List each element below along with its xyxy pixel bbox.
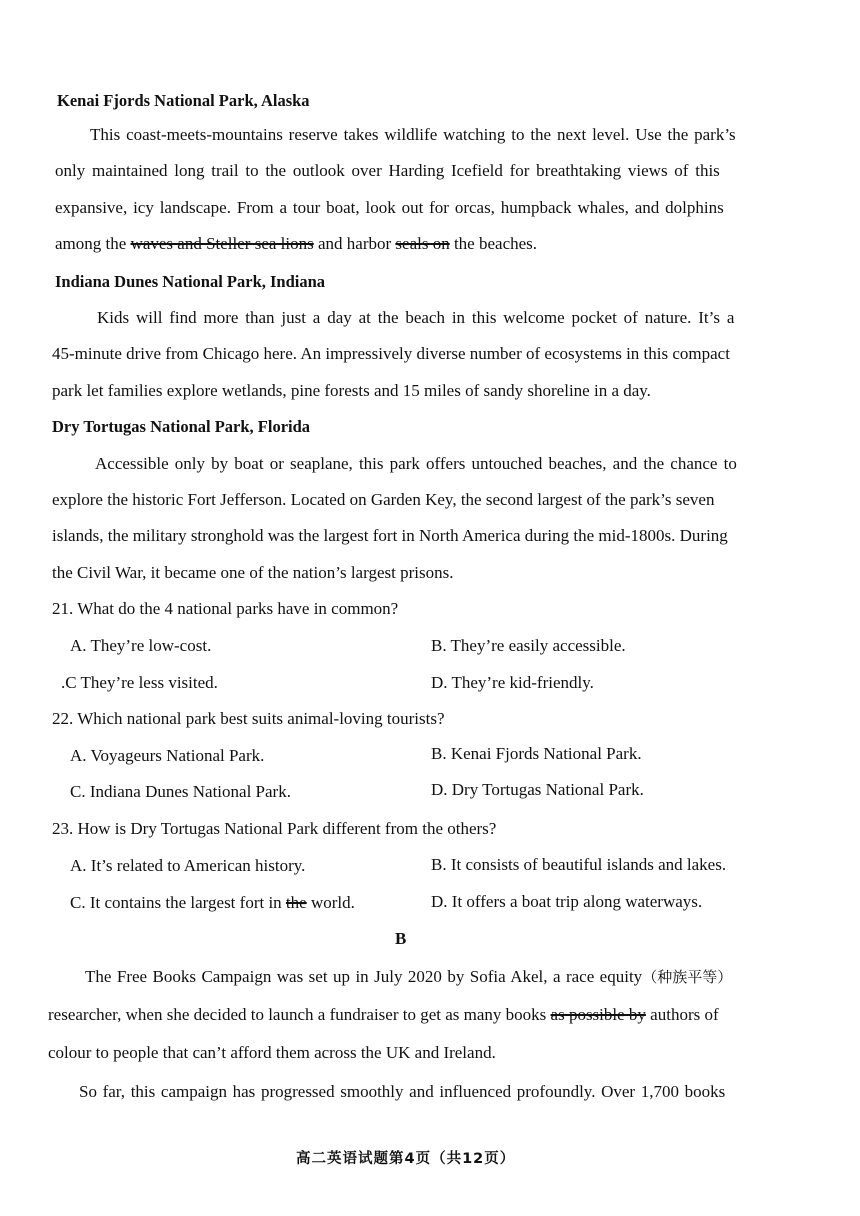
kenai-line-4 xyxy=(55,233,537,255)
section-b-p2-line-1: So far, this campaign has progressed smoothly and influenced profoundly. Over 1,700 books xyxy=(79,1082,726,1101)
question-23-option-a: A. It’s related to American history. xyxy=(70,856,306,875)
tortugas-line-1: Accessible only by boat or seaplane, this park offers untouched beaches, and the chance to xyxy=(95,454,737,473)
question-23-option-b: B. It consists of beautiful islands and lakes. xyxy=(431,855,727,874)
question-21-stem: 21. What do the 4 national parks have in common? xyxy=(52,599,399,618)
tortugas-line-2: explore the historic Fort Jefferson. Located on Garden Key, the second largest of the park’s seven xyxy=(52,490,715,509)
question-23-option-c xyxy=(70,892,355,914)
park-heading-indiana: Indiana Dunes National Park, Indiana xyxy=(55,272,326,291)
question-22-option-d: D. Dry Tortugas National Park. xyxy=(431,780,644,799)
section-b-p1-line-2 xyxy=(48,1004,719,1026)
kenai-line-3: expansive, icy landscape. From a tour boat, look out for orcas, humpback whales, and dolphins xyxy=(55,198,724,217)
section-b-p1-line-1-text: The Free Books Campaign was set up in July 2020 by Sofia Akel, a race equity xyxy=(85,967,643,986)
indiana-line-3: park let families explore wetlands, pine forests and 15 miles of sandy shoreline in a day. xyxy=(52,381,651,400)
park-heading-dry-tortugas: Dry Tortugas National Park, Florida xyxy=(52,417,311,436)
question-21-option-c: .C They’re less visited. xyxy=(61,673,218,692)
struck-text: the xyxy=(285,893,307,912)
question-22-stem: 22. Which national park best suits animal-loving tourists? xyxy=(52,709,445,728)
cjk-gloss: （种族平等） xyxy=(642,968,733,986)
section-b-p1-line-3: colour to people that can’t afford them across the UK and Ireland. xyxy=(48,1043,496,1062)
section-b-p1-line-2-part-c: authors of xyxy=(645,1005,719,1024)
kenai-line-1: This coast-meets-mountains reserve takes wildlife watching to the next level. Use the park’s xyxy=(90,125,736,144)
tortugas-line-4: the Civil War, it became one of the nation’s largest prisons. xyxy=(52,563,454,582)
question-23-stem: 23. How is Dry Tortugas National Park different from the others? xyxy=(52,819,497,838)
kenai-line-4-part-e: the beaches. xyxy=(449,234,538,253)
struck-text: as possible by xyxy=(550,1005,646,1024)
kenai-line-4-part-c: and harbor xyxy=(313,234,396,253)
section-b-heading: B xyxy=(395,929,407,948)
question-23-option-d: D. It offers a boat trip along waterways. xyxy=(431,892,703,911)
struck-text: waves and Steller sea lions xyxy=(130,234,314,253)
question-22-option-b: B. Kenai Fjords National Park. xyxy=(431,744,642,763)
kenai-line-4-part-a: among the xyxy=(55,234,131,253)
question-22-option-a: A. Voyageurs National Park. xyxy=(70,746,265,765)
struck-text: seals on xyxy=(395,234,450,253)
question-23-option-c-part-c: world. xyxy=(306,893,355,912)
page-footer: 高二英语试题第4页（共12页） xyxy=(296,1151,516,1167)
question-21-option-a: A. They’re low-cost. xyxy=(70,636,212,655)
question-21-option-b: B. They’re easily accessible. xyxy=(431,636,626,655)
kenai-line-2: only maintained long trail to the outlook over Harding Icefield for breathtaking views of this xyxy=(55,161,720,180)
park-heading-kenai: Kenai Fjords National Park, Alaska xyxy=(57,91,310,110)
question-21-option-d: D. They’re kid-friendly. xyxy=(431,673,594,692)
question-22-option-c: C. Indiana Dunes National Park. xyxy=(70,782,291,801)
section-b-p1-line-2-part-a: researcher, when she decided to launch a fundraiser to get as many books xyxy=(48,1005,551,1024)
indiana-line-1: Kids will find more than just a day at the beach in this welcome pocket of nature. It’s a xyxy=(97,308,735,327)
tortugas-line-3: islands, the military stronghold was the largest fort in North America during the mid-1800s. During xyxy=(52,526,728,545)
indiana-line-2: 45-minute drive from Chicago here. An impressively diverse number of ecosystems in this compact xyxy=(52,344,730,363)
question-23-option-c-part-a: C. It contains the largest fort in xyxy=(70,893,286,912)
section-b-p1-line-1 xyxy=(85,966,732,988)
